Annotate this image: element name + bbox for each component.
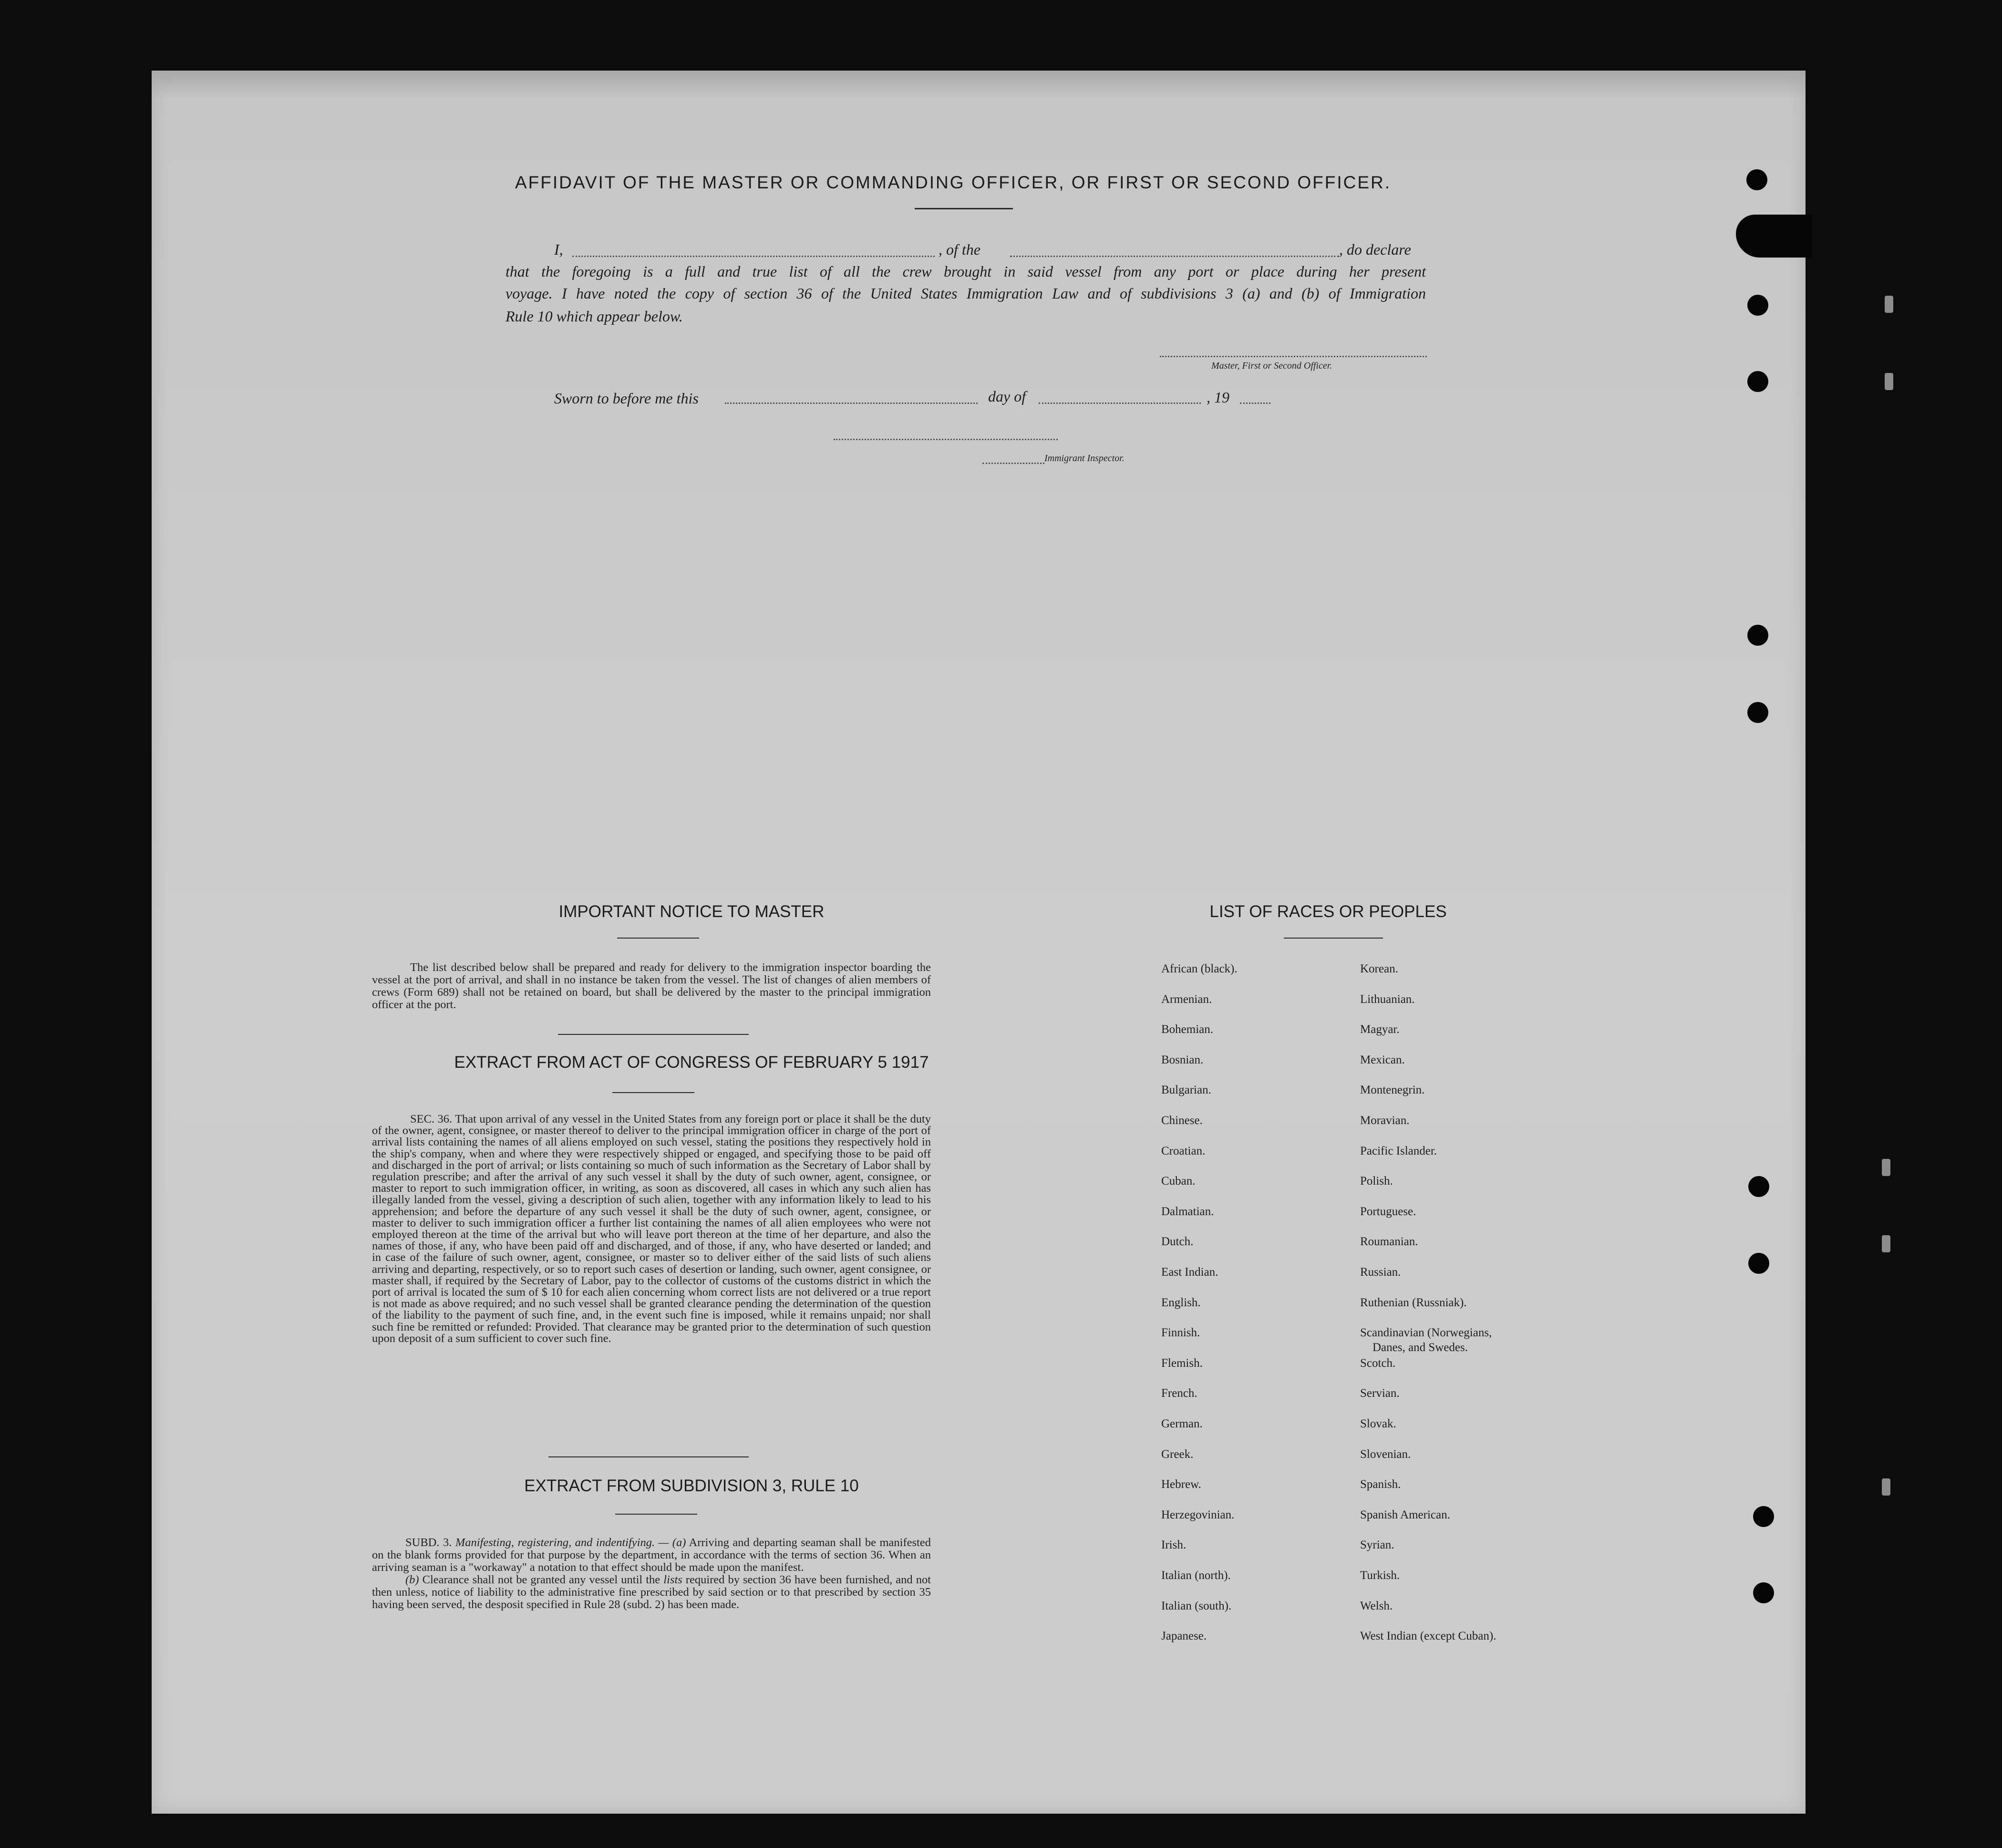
subd-b-lists: lists <box>663 1573 682 1586</box>
notice-text: The list described below shall be prepared and ready for delivery to the immigration inspector boarding the vessel at the port of arrival, and shall in no instance be taken from the vessel. The list of changes of alien members of crews (Form 689) shall not be retained on board, but shall be delivered by the master to the principal immigration officer at the port. <box>372 961 931 1011</box>
master-name-field[interactable] <box>572 256 935 257</box>
race-item: Slovenian. <box>1360 1447 1411 1461</box>
race-item: Irish. <box>1161 1538 1187 1552</box>
page-top-edge <box>152 71 1806 99</box>
race-item: Korean. <box>1360 962 1398 975</box>
race-item: Bosnian. <box>1161 1053 1204 1066</box>
race-item: East Indian. <box>1161 1266 1218 1279</box>
scan-edge-mark <box>1885 373 1893 390</box>
subd-label: SUBD. 3. <box>405 1536 455 1549</box>
race-item: Pacific Islander. <box>1360 1144 1437 1157</box>
race-item: Dalmatian. <box>1161 1205 1214 1218</box>
extract-rule-title: EXTRACT FROM SUBDIVISION 3, RULE 10 <box>524 1476 859 1495</box>
race-item: Russian. <box>1360 1266 1401 1279</box>
race-item: Slovak. <box>1360 1417 1396 1430</box>
binder-hole <box>1747 295 1768 316</box>
race-item: Welsh. <box>1360 1599 1393 1612</box>
day-of-text: day of <box>988 388 1026 405</box>
sworn-text: Sworn to before me this <box>554 390 699 407</box>
race-item: Croatian. <box>1161 1144 1206 1157</box>
scan-edge-mark <box>1882 1235 1890 1252</box>
declaration-line-4: Rule 10 which appear below. <box>506 308 683 325</box>
race-item: German. <box>1161 1417 1203 1430</box>
race-item: Italian (north). <box>1161 1569 1231 1582</box>
binder-hole <box>1747 625 1768 646</box>
race-item: Lithuanian. <box>1360 992 1415 1006</box>
binder-hole <box>1753 1582 1774 1603</box>
scan-edge-mark <box>1882 1478 1890 1496</box>
race-item: Cuban. <box>1161 1175 1196 1188</box>
extract-rule-text <box>372 1537 931 1611</box>
rule-paragraph-a <box>372 1537 931 1574</box>
notice-rule <box>617 938 699 939</box>
race-item: Mexican. <box>1360 1053 1405 1066</box>
race-item: Ruthenian (Russniak). <box>1360 1296 1467 1309</box>
race-item: Roumanian. <box>1360 1235 1418 1249</box>
declaration-line-2: that the foregoing is a full and true list of all the crew brought in said vessel from any port or place during her present <box>506 263 1426 280</box>
inspector-signature-field[interactable] <box>834 439 1058 440</box>
race-item: Flemish. <box>1161 1356 1203 1370</box>
race-item: West Indian (except Cuban). <box>1360 1630 1496 1643</box>
subd-heading: Manifesting, registering, and indentifying. — (a) <box>455 1536 686 1549</box>
affidavit-title: AFFIDAVIT OF THE MASTER OR COMMANDING OFFICER, OR FIRST OR SECOND OFFICER. <box>515 173 1392 192</box>
year-prefix: , 19 <box>1207 389 1229 406</box>
title-rule <box>915 208 1013 209</box>
race-continuation: Danes, and Swedes. <box>1373 1341 1468 1354</box>
extract-rule-rule <box>615 1514 697 1515</box>
subd-b-rest: required by section 36 have been furnished, and not then unless, notice of liability to the administrative fine prescribed by said section or to that prescribed by section 35 having been served, the desposit specified in Rule 28 (subd. 2) has been made. <box>372 1573 931 1611</box>
race-item: Bohemian. <box>1161 1023 1214 1036</box>
rule-paragraph-b <box>372 1574 931 1611</box>
declaration-of-the: , of the <box>939 241 980 258</box>
extract-act-text: SEC. 36. That upon arrival of any vessel in the United States from any foreign port or place it shall be the duty of the owner, agent, consignee, or master thereof to deliver to the principal immigration officer in charge of the port of arrival lists containing the names of all aliens employed on such vessel, stating the positions they respectively hold in the ship's company, when and where they were respectively shipped or engaged, and specifying those to be paid off and discharged in the port of arrival; or lists containing so much of such information as the Secretary of Labor shall by regulation prescribe; and after the arrival of any such vessel it shall by the duty of such owner, agent, consignee, or master to report to such immigration officer, in writing, as soon as discovered, all cases in which any such alien has illegally landed from the vessel, giving a description of such alien, together with any information likely to lead to his apprehension; and before the departure of any such vessel it shall be the duty of such owner, agent, consignee, or master to deliver to such immigration officer a further list containing the names of all alien employees who were not employed thereon at the time of the arrival but who will leave port thereon at the time of her departure, and also the names of those, if any, who have been paid off and discharged, and of those, if any, who have deserted or landed; and in case of the failure of such owner, agent, consignee, or master so to deliver either of the said lists of such aliens arriving and departing, respectively, or so to report such cases of desertion or landing, such owner, agent consignee, or master shall, if required by the Secretary of Labor, pay to the collector of customs of the customs district in which the port of arrival is located the sum of $ 10 for each alien concerning whom correct lists are not delivered or a true report is not made as above required; and no such vessel shall be granted clearance pending the determination of the question of the liability to the payment of such fine, and, in the event such fine is imposed, while it remains unpaid; nor shall such fine be remitted or refunded: Provided. That clearance may be granted prior to the determination of such question upon deposit of a sum sufficient to cover such fine. <box>372 1113 931 1345</box>
subd-b-text: Clearance shall not be granted any vessel until the <box>419 1573 664 1586</box>
race-item: Polish. <box>1360 1175 1393 1188</box>
sworn-day-field[interactable] <box>725 403 978 404</box>
subd-a-text: Arriving and departing seaman shall be manifested on the blank forms provided for that purpose by the department, in accordance with the terms of section 36. When an arriving seaman is a "workaway" a notation to that effect should be made upon the manifest. <box>372 1536 931 1574</box>
race-item: Magyar. <box>1360 1023 1400 1036</box>
extract-act-title: EXTRACT FROM ACT OF CONGRESS OF FEBRUARY 5 1917 <box>454 1053 929 1072</box>
sworn-year-field[interactable] <box>1240 403 1270 404</box>
race-item: Syrian. <box>1360 1538 1394 1552</box>
race-item: Chinese. <box>1161 1114 1203 1127</box>
scan-edge-mark <box>1882 1159 1890 1176</box>
race-item: Armenian. <box>1161 992 1212 1006</box>
race-item: Herzegovinian. <box>1161 1508 1235 1521</box>
inspector-caption: Immigrant Inspector. <box>1044 453 1125 464</box>
race-item: Italian (south). <box>1161 1599 1232 1612</box>
separator-rule <box>558 1034 749 1035</box>
declaration-line-3: voyage. I have noted the copy of section 36 of the United States Immigration Law and of subdivisions 3 (a) and (b) of Immigration <box>506 285 1426 302</box>
separator-rule <box>548 1456 749 1457</box>
races-rule <box>1284 938 1383 939</box>
race-item: Bulgarian. <box>1161 1084 1211 1097</box>
binder-hole <box>1747 702 1768 723</box>
race-item: Japanese. <box>1161 1630 1207 1643</box>
binder-hole <box>1748 1253 1769 1274</box>
signature-caption: Master, First or Second Officer. <box>1211 361 1332 371</box>
inspector-leader-dots <box>982 463 1044 464</box>
scan-edge-mark <box>1885 296 1893 313</box>
race-item: Scotch. <box>1360 1356 1396 1370</box>
race-item: French. <box>1161 1387 1197 1400</box>
sworn-month-field[interactable] <box>1039 403 1201 404</box>
notice-title: IMPORTANT NOTICE TO MASTER <box>558 902 825 921</box>
binder-hole <box>1753 1506 1774 1527</box>
binder-hole <box>1748 1176 1769 1197</box>
race-item: Scandinavian (Norwegians, <box>1360 1326 1492 1340</box>
race-item: Greek. <box>1161 1447 1194 1461</box>
declaration-do-declare: , do declare <box>1339 241 1411 258</box>
page-tear <box>1736 215 1812 258</box>
race-item: Montenegrin. <box>1360 1084 1425 1097</box>
race-item: Spanish. <box>1360 1478 1401 1491</box>
master-signature-field[interactable] <box>1160 356 1427 357</box>
binder-hole <box>1746 169 1767 190</box>
race-item: Dutch. <box>1161 1235 1194 1249</box>
race-item: Spanish American. <box>1360 1508 1450 1521</box>
race-item: African (black). <box>1161 962 1238 975</box>
race-item: Portuguese. <box>1360 1205 1416 1218</box>
race-item: Finnish. <box>1161 1326 1200 1340</box>
vessel-name-field[interactable] <box>1010 256 1339 257</box>
races-title: LIST OF RACES OR PEOPLES <box>1209 902 1447 921</box>
binder-hole <box>1747 371 1768 392</box>
race-item: English. <box>1161 1296 1201 1309</box>
race-item: Turkish. <box>1360 1569 1400 1582</box>
race-item: Moravian. <box>1360 1114 1410 1127</box>
race-item: Servian. <box>1360 1387 1400 1400</box>
declaration-i: I, <box>554 241 563 258</box>
race-item: Hebrew. <box>1161 1478 1201 1491</box>
subd-b-label: (b) <box>405 1573 419 1586</box>
extract-act-rule <box>612 1092 694 1093</box>
